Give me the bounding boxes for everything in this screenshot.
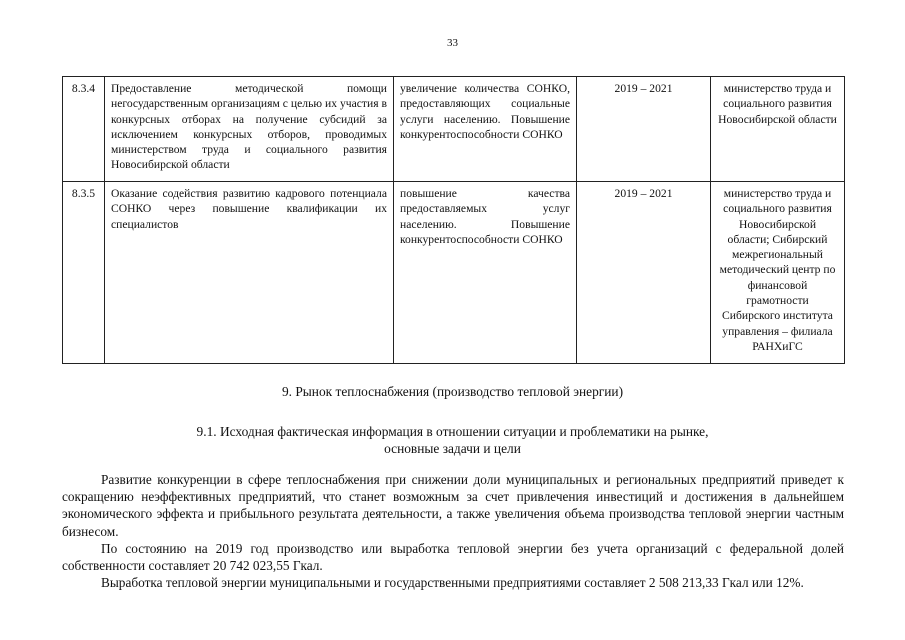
result-cell: повышение качества предоставляемых услуг населению. Повышение конкурентоспособности СОНКО	[394, 182, 577, 364]
period-cell: 2019 – 2021	[577, 182, 711, 364]
period-cell: 2019 – 2021	[577, 77, 711, 182]
result-cell: увеличение количества СОНКО, предоставляющих социальные услуги населению. Повышение конкурентоспособности СОНКО	[394, 77, 577, 182]
paragraph: Выработка тепловой энергии муниципальными и государственными предприятиями составляет 2 508 213,33 Гкал или 12%.	[101, 575, 804, 591]
subsection-title	[0, 423, 905, 457]
subsection-title-line: 9.1. Исходная фактическая информация в отношении ситуации и проблематики на рынке,	[196, 424, 709, 439]
row-number: 8.3.5	[63, 182, 105, 364]
subsection-title-line: основные задачи и цели	[384, 441, 521, 456]
paragraph: Развитие конкуренции в сфере теплоснабжения при снижении доли муниципальных и региональных предприятий приведет к сокращению неэффективных предприятий, что станет возможным за счет привлечения инвестиций и достижения в дальнейшем экономического эффекта и прибыльного результата деятельности, а также увеличения объема производства тепловой энергии частным бизнесом.	[62, 472, 844, 539]
measure-cell: Предоставление методической помощи негосударственным организациям с целью их участия в конкурсных отборах на получение субсидий за исключением конкурсных отборов, проводимых министерством труда и социального развития Новосибирской области	[105, 77, 394, 182]
measure-cell: Оказание содействия развитию кадрового потенциала СОНКО через повышение квалификации их специалистов	[105, 182, 394, 364]
executor-cell: министерство труда и социального развития Новосибирской области	[711, 77, 845, 182]
measures-table	[62, 76, 845, 364]
section-title: 9. Рынок теплоснабжения (производство тепловой энергии)	[281, 384, 624, 399]
page-number: 33	[447, 37, 458, 49]
table-row	[63, 182, 845, 364]
row-number: 8.3.4	[63, 77, 105, 182]
body-text	[62, 471, 844, 591]
executor-cell: министерство труда и социального развития Новосибирской области; Сибирский межрегиональный методический центр по финансовой грамотности Сибирского института управления – филиала РАНХиГС	[711, 182, 845, 364]
table-row	[63, 77, 845, 182]
paragraph: По состоянию на 2019 год производство или выработка тепловой энергии без учета организаций с федеральной долей собственности составляет 20 742 023,55 Гкал.	[62, 540, 844, 574]
